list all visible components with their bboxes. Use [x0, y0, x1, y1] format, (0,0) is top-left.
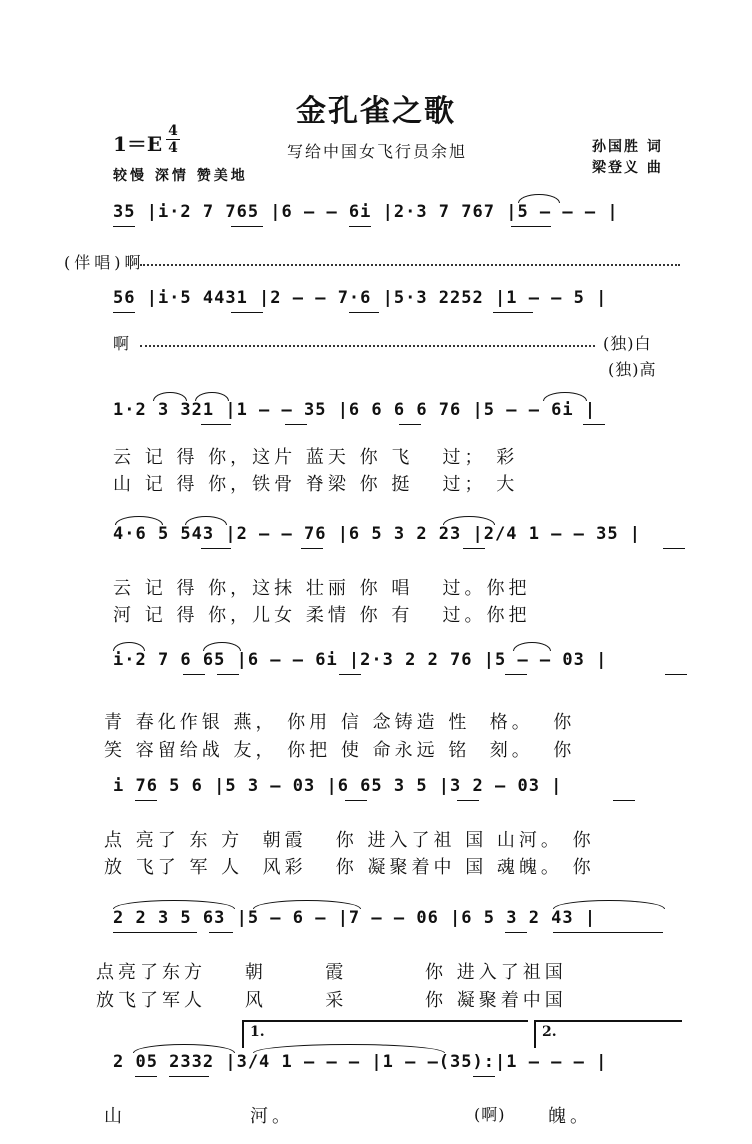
accompaniment-label-2: 啊	[113, 334, 134, 353]
notation-system-3	[113, 390, 693, 434]
lyrics-4-verse-2: 放 飞了 军 人 风彩 你 凝聚着中 国 魂魄。 你	[104, 857, 595, 878]
notation-system-8	[113, 1042, 693, 1086]
notation-system-6	[113, 766, 693, 810]
notation-system-2	[113, 278, 693, 322]
lyricist-credit: 孙国胜 词	[592, 139, 663, 155]
notation-row: i 76 5 6 |5 3 — 03 |6 65 3 5 |3 2 — 03 |	[113, 776, 563, 796]
lyrics-2-verse-1: 云 记 得 你，这抹 壮丽 你 唱 过。你把	[113, 578, 531, 599]
lyrics-3-verse-2: 笑 容留给战 友， 你把 使 命永远 铭 刻。 你	[104, 740, 576, 761]
notation-row: 2 2 3 5 63 |5 — 6 — |7 — — 06 |6 5 3 2 43 |	[113, 908, 597, 928]
final-lyric-c: (啊)	[474, 1105, 506, 1124]
final-lyric-b: 河。	[250, 1106, 294, 1127]
dotted-continuation-1	[140, 264, 680, 266]
solo-marker-2: (独)高	[608, 360, 657, 379]
composer-credit: 梁登义 曲	[592, 160, 663, 176]
lyrics-2-verse-2: 河 记 得 你，儿女 柔情 你 有 过。你把	[113, 605, 531, 626]
tempo-marking: 较慢 深情 赞美地	[113, 168, 248, 184]
notation-row: 1·2 3 321 |1 — — 35 |6 6 6 6 76 |5 — — 6i |	[113, 400, 597, 420]
notation-row: 35 |i·2 7 765 |6 — — 6i |2·3 7 767 |5 — — — |	[113, 202, 619, 222]
lyrics-3-verse-1: 青 春化作银 燕， 你用 信 念铸造 性 格。 你	[104, 712, 576, 733]
notation-system-7	[113, 898, 693, 942]
solo-marker-1: (独)白	[603, 334, 652, 353]
notation-system-4	[113, 514, 693, 558]
subtitle: 写给中国女飞行员余旭	[287, 142, 468, 161]
song-title: 金孔雀之歌	[296, 94, 456, 129]
final-lyric-a: 山	[104, 1106, 126, 1127]
notation-row: i·2 7 6 65 |6 — — 6i |2·3 2 2 76 |5 — — 03 |	[113, 650, 608, 670]
time-signature-top: 4	[168, 123, 178, 139]
time-signature-bottom: 4	[168, 140, 178, 156]
notation-row: 4·6 5 543 |2 — — 76 |6 5 3 2 23 |2/4 1 — — 35 |	[113, 524, 642, 544]
accompaniment-label-1: (伴唱)啊	[64, 253, 145, 272]
lyrics-5-verse-2: 放飞了军人 风 采 你 凝聚着中国	[96, 990, 567, 1011]
second-ending-label: 2.	[542, 1024, 557, 1040]
dotted-continuation-2	[140, 345, 595, 347]
key-signature: 1＝E	[113, 132, 163, 156]
lyrics-1-verse-2: 山 记 得 你，铁骨 脊梁 你 挺 过； 大	[113, 474, 519, 495]
lyrics-1-verse-1: 云 记 得 你，这片 蓝天 你 飞 过； 彩	[113, 447, 519, 468]
time-signature	[166, 124, 180, 155]
final-lyric-d: 魄。	[548, 1106, 592, 1127]
notation-system-1	[113, 192, 693, 236]
lyrics-4-verse-1: 点 亮了 东 方 朝霞 你 进入了祖 国 山河。 你	[104, 830, 595, 851]
lyrics-5-verse-1: 点亮了东方 朝 霞 你 进入了祖国	[96, 962, 567, 983]
notation-system-5	[113, 640, 693, 684]
notation-row: 56 |i·5 4431 |2 — — 7·6 |5·3 2252 |1 — — 5 |	[113, 288, 608, 308]
first-ending-label: 1.	[250, 1024, 265, 1040]
notation-row: 2 05 2332 |3/4 1 — — — |1 — —(35):|1 — — — |	[113, 1052, 608, 1072]
